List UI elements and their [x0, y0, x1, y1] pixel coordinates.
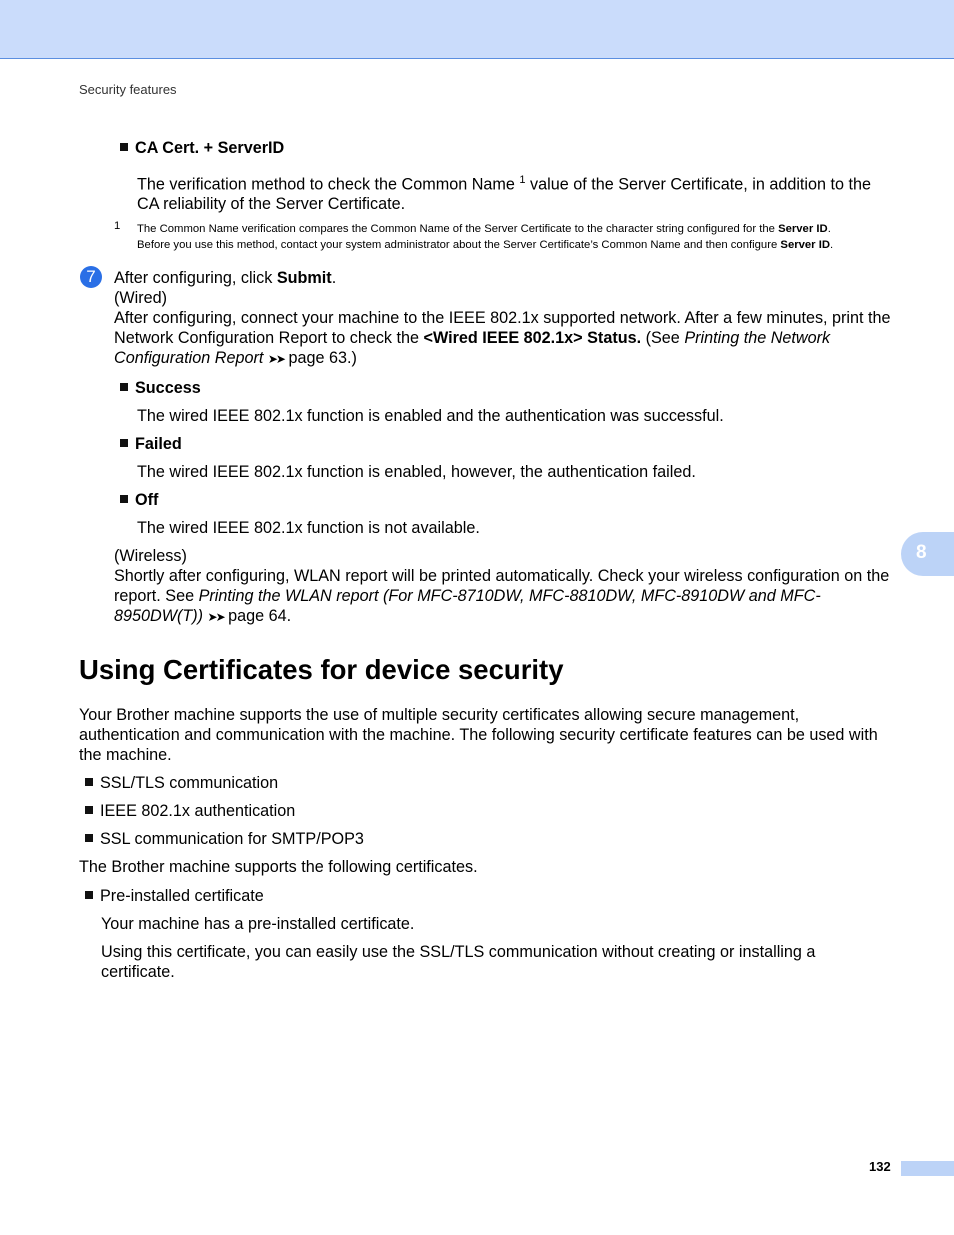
square-bullet-icon: [85, 834, 93, 842]
status-failed: Failed: [120, 434, 182, 454]
submit-label: Submit: [276, 269, 332, 287]
chapter-tab: [901, 532, 954, 576]
preinstalled-item: Pre-installed certificate: [85, 886, 264, 906]
feature-item: SSL communication for SMTP/POP3: [85, 829, 364, 849]
feature-item: SSL/TLS communication: [85, 773, 278, 793]
section-heading: Using Certificates for device security: [79, 654, 564, 685]
report-link-text: Printing the Network Configuration Report: [114, 329, 831, 367]
status-off-desc: The wired IEEE 802.1x function is not available.: [137, 519, 480, 537]
supports-text: The Brother machine supports the following certificates.: [79, 858, 478, 876]
square-bullet-icon: [85, 778, 93, 786]
wireless-label: (Wireless): [114, 547, 187, 565]
wlan-report-link-text: Printing the WLAN report (For MFC-8710DW, MFC-8810DW, MFC-8910DW and MFC-8950DW(T)): [114, 587, 821, 625]
wireless-text: (Wireless) Shortly after configuring, WLAN report will be printed automatically. Check your wireless configuration on the report. See Printing the WLAN report (For MFC-8710DW, MFC-8810DW, MFC-8910DW and MFC-8950DW(T)) ➤➤ page 64.: [114, 546, 899, 627]
wired-label: (Wired): [114, 289, 168, 307]
top-color-band: [0, 0, 954, 59]
double-arrow-icon: ➤➤: [267, 352, 284, 366]
square-bullet-icon: [120, 383, 128, 391]
step-number-badge: 7: [80, 266, 102, 288]
double-arrow-icon: ➤➤: [207, 610, 224, 624]
step7-text: After configuring, click Submit. (Wired) After configuring, connect your machine to the IEEE 802.1x supported network. After a few minutes, print the Network Configuration Report to check the <Wired IEEE 802.1x> Status. (See Printing the Network Configuration Report ➤➤ page 63.): [114, 268, 904, 369]
status-success: Success: [120, 378, 201, 398]
status-success-desc: The wired IEEE 802.1x function is enabled and the authentication was successful.: [137, 407, 724, 425]
preinstalled-desc-1: Your machine has a pre-installed certificate.: [101, 915, 415, 933]
footnote-ref: 1: [519, 174, 526, 186]
status-off: Off: [120, 490, 158, 510]
footer-color-bar: [901, 1161, 954, 1176]
square-bullet-icon: [85, 806, 93, 814]
ca-cert-item: [120, 138, 284, 158]
square-bullet-icon: [120, 495, 128, 503]
section-intro: Your Brother machine supports the use of multiple security certificates allowing secure management, authentication and communication with the machine. The following security certificate features can be used with the machine.: [79, 706, 878, 764]
square-bullet-icon: [85, 891, 93, 899]
status-failed-desc: The wired IEEE 802.1x function is enabled, however, the authentication failed.: [137, 463, 696, 481]
chapter-number: 8: [916, 542, 927, 563]
square-bullet-icon: [120, 143, 128, 151]
running-header: Security features: [79, 82, 177, 97]
square-bullet-icon: [120, 439, 128, 447]
footnote-text: The Common Name verification compares the Common Name of the Server Certificate to the character string configured for the Server ID. Before you use this method, contact your system administrator about the Server Certificate’s Common Name and then configure Server ID.: [137, 223, 834, 251]
ca-cert-description: The verification method to check the Common Name $^1$ value of the Server Certificate, in addition to the CA reliability of the Server Certificate.: [137, 174, 872, 214]
feature-item: IEEE 802.1x authentication: [85, 801, 295, 821]
ca-cert-label: CA Cert. + ServerID: [135, 139, 285, 157]
page-number: 132: [869, 1159, 891, 1174]
footnote-mark: 1: [114, 220, 121, 232]
preinstalled-desc-2: Using this certificate, you can easily use the SSL/TLS communication without creating or installing a certificate.: [101, 943, 816, 981]
